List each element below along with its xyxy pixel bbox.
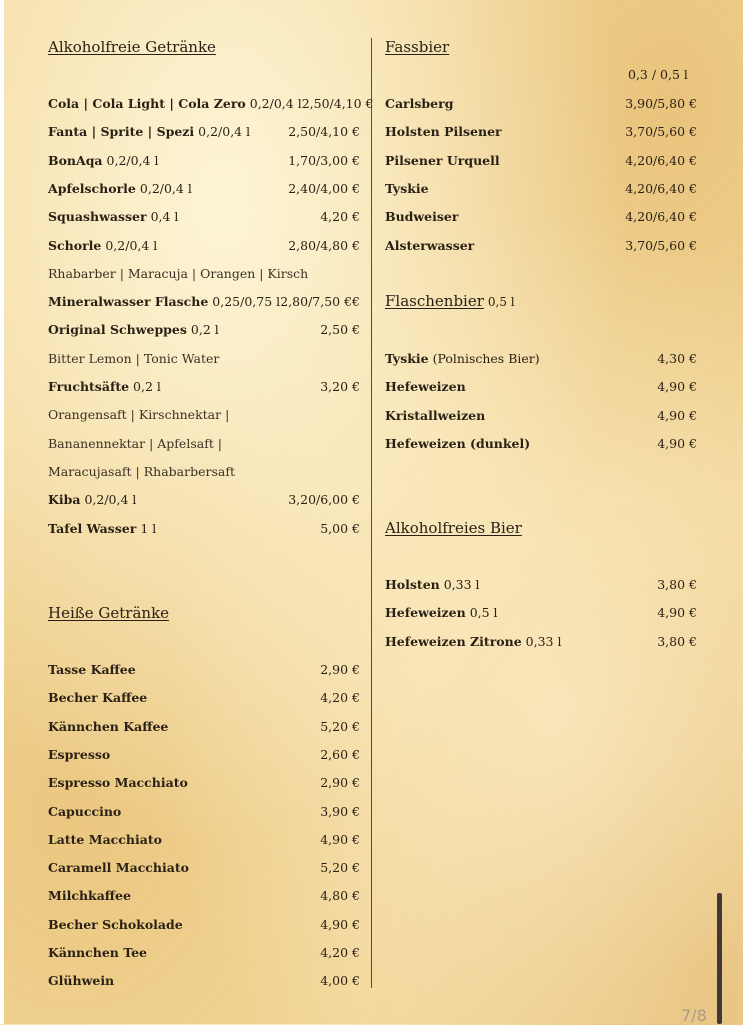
menu-item-label	[385, 351, 540, 367]
menu-item-price: 4,90 €	[320, 916, 360, 932]
menu-item-label	[48, 181, 192, 197]
menu-item	[385, 577, 697, 593]
menu-item-price: 4,20 €	[320, 945, 360, 960]
menu-item-label	[48, 719, 168, 735]
menu-item-price: 2,90 €	[320, 662, 360, 677]
menu-item-label	[385, 124, 502, 140]
menu-item-note: Bananennektar | Apfelsaft |	[48, 435, 223, 451]
menu-item-size: 1 l	[140, 520, 157, 536]
menu-item	[48, 153, 360, 169]
menu-item-price: 2,50/4,10 €	[301, 96, 374, 111]
menu-item-label	[48, 662, 136, 678]
menu-item-name: Espresso	[48, 746, 111, 762]
menu-item-name: Pilsener Urquell	[385, 152, 500, 168]
menu-item-label	[48, 322, 219, 338]
page-indicator: 7/8	[681, 1006, 707, 1025]
menu-item	[48, 888, 360, 904]
menu-item-size: 0,25/0,75 l	[212, 294, 281, 310]
menu-item-price: 3,70/5,60 €	[625, 124, 697, 140]
menu-item-name: Hefeweizen	[385, 605, 466, 621]
menu-item-price: 4,20 €	[320, 690, 360, 706]
menu-item-price: 4,20 €	[320, 209, 360, 225]
menu-item-price: 5,20 €	[320, 718, 360, 734]
menu-item-label	[48, 124, 250, 140]
menu-item	[385, 238, 697, 254]
menu-item-name: Original Schweppes	[48, 322, 187, 338]
menu-item-label	[385, 238, 474, 254]
menu-item	[48, 719, 360, 735]
menu-item	[48, 662, 360, 678]
menu-item	[385, 605, 697, 621]
menu-item-label	[48, 888, 131, 904]
menu-item-name: Alsterwasser	[385, 237, 475, 253]
menu-item-label	[48, 804, 121, 820]
menu-item	[385, 124, 697, 140]
fassbier-size-header: 0,3 / 0,5 l	[628, 67, 688, 82]
menu-item	[385, 436, 697, 452]
menu-item-name: Squashwasser	[48, 209, 147, 225]
menu-item-name: Tafel Wasser	[48, 520, 137, 536]
menu-item-name: Espresso Macchiato	[48, 775, 188, 791]
menu-item-name: Glühwein	[48, 973, 115, 989]
menu-item-name: Apfelschorle	[48, 180, 136, 196]
menu-item-label	[48, 945, 147, 961]
menu-item-name: Caramell Macchiato	[48, 860, 189, 876]
menu-item	[385, 408, 697, 424]
menu-item-price: 3,70/5,60 €	[625, 237, 697, 253]
menu-item-name: BonAqa	[48, 152, 103, 168]
menu-item-price: 4,90 €	[657, 407, 697, 423]
menu-item-label	[48, 96, 302, 112]
menu-item-name: Kristallweizen	[385, 407, 486, 423]
menu-item-label	[48, 973, 114, 989]
menu-item-price: 3,80 €	[657, 577, 697, 592]
menu-item-name: Carlsberg	[385, 96, 454, 111]
menu-item-label	[48, 209, 178, 225]
menu-item-size: 0,2/0,4 l	[105, 237, 158, 253]
menu-item	[48, 973, 360, 989]
menu-item-name: Tyskie	[385, 180, 429, 196]
menu-item-price: 2,50 €	[320, 322, 360, 338]
menu-item-price: 4,20/6,40 €	[625, 209, 697, 225]
menu-item-size: 0,2/0,4 l	[139, 180, 192, 196]
menu-item	[385, 634, 697, 650]
menu-item-price: 4,20/6,40 €	[625, 180, 697, 196]
menu-item-price: 2,80/4,80 €	[288, 237, 360, 253]
menu-item-price: 5,20 €	[320, 860, 360, 876]
menu-item	[48, 832, 360, 848]
menu-item-size: 0,2 l	[133, 379, 161, 394]
menu-item-label	[48, 492, 136, 508]
menu-item-size: 0,4 l	[150, 209, 179, 225]
menu-item	[48, 775, 360, 791]
menu-item-size: 0,2/0,4 l	[84, 492, 137, 508]
menu-item-label	[385, 181, 429, 197]
menu-item-name: Hefeweizen	[385, 379, 466, 395]
menu-item	[48, 945, 360, 961]
menu-item-label	[385, 408, 485, 424]
menu-item-name: Tyskie	[385, 351, 429, 366]
menu-item-note: Orangensaft | Kirschnektar |	[48, 407, 230, 423]
menu-item-name: Mineralwasser Flasche	[48, 294, 209, 310]
menu-item	[48, 181, 360, 197]
menu-item	[385, 181, 697, 197]
menu-item	[48, 521, 360, 537]
menu-item	[48, 860, 360, 876]
menu-item-price: 3,80 €	[657, 633, 697, 649]
menu-item-label	[385, 436, 530, 452]
menu-item-note: Rhabarber | Maracuja | Orangen | Kirsch	[48, 265, 309, 281]
menu-item-name: Schorle	[48, 237, 102, 253]
menu-item-name: Becher Schokolade	[48, 916, 183, 932]
menu-item-label	[48, 775, 188, 791]
menu-item-price: 3,90 €	[320, 803, 360, 819]
menu-item-name: Fruchtsäfte	[48, 379, 130, 394]
menu-item-name: Hefeweizen (dunkel)	[385, 435, 531, 451]
menu-item	[385, 379, 697, 395]
section-title-fassbier: Fassbier	[385, 38, 450, 56]
menu-item-name: Kännchen Tee	[48, 945, 148, 960]
menu-item-label	[385, 96, 453, 112]
section-title-heisse-getraenke: Heiße Getränke	[48, 604, 170, 622]
menu-item	[48, 294, 360, 310]
scrollbar[interactable]	[717, 893, 722, 1024]
menu-item	[48, 492, 360, 508]
menu-item-name: Milchkaffee	[48, 888, 131, 904]
menu-item-name: Latte Macchiato	[48, 831, 162, 847]
menu-item	[48, 804, 360, 820]
menu-item-price: 4,30 €	[657, 351, 697, 366]
menu-item-label	[48, 690, 147, 706]
menu-item-price: 2,40/4,00 €	[288, 180, 360, 196]
menu-item-price: 4,90 €	[320, 831, 360, 847]
menu-item-note: Bitter Lemon | Tonic Water	[48, 350, 220, 366]
menu-item-size: 0,2/0,4 l	[106, 152, 159, 168]
menu-item-name: Becher Kaffee	[48, 690, 148, 706]
menu-item-size: 0,33 l	[443, 577, 480, 592]
menu-item-price: 4,20/6,40 €	[625, 152, 697, 168]
section-title-alkoholfreie-getraenke: Alkoholfreie Getränke	[48, 38, 216, 56]
menu-item-label	[385, 605, 498, 621]
menu-item-label	[48, 379, 161, 395]
menu-item	[48, 917, 360, 933]
menu-item-price: 2,80/7,50 €€	[280, 294, 360, 310]
flaschenbier-title-text: Flaschenbier	[385, 292, 484, 310]
menu-item	[48, 379, 360, 395]
menu-item-name: Kännchen Kaffee	[48, 718, 169, 734]
menu-item-price: 1,70/3,00 €	[288, 152, 360, 168]
menu-item-price: 4,90 €	[657, 435, 697, 451]
section-title-alkoholfreies-bier: Alkoholfreies Bier	[385, 519, 522, 537]
menu-item-price: 5,00 €	[320, 520, 360, 536]
section-title-flaschenbier	[385, 292, 515, 310]
menu-item	[385, 96, 697, 112]
menu-item-label	[385, 379, 466, 395]
menu-item-price: 2,90 €	[320, 775, 360, 791]
menu-item-note: Maracujasaft | Rhabarbersaft	[48, 463, 235, 479]
menu-item	[385, 209, 697, 225]
menu-item-price: 3,90/5,80 €	[625, 96, 697, 111]
menu-item	[48, 690, 360, 706]
menu-item-price: 3,20 €	[320, 379, 360, 394]
menu-item	[385, 351, 697, 367]
column-divider	[371, 38, 372, 988]
menu-item-name: Kiba	[48, 492, 81, 508]
menu-item-label	[48, 860, 189, 876]
menu-item	[48, 322, 360, 338]
menu-item-size: 0,5 l	[469, 605, 498, 621]
menu-item	[48, 238, 360, 254]
menu-item-price: 2,60 €	[320, 746, 360, 762]
menu-item-name: Cola | Cola Light | Cola Zero	[48, 96, 246, 111]
menu-item-size: 0,2 l	[190, 322, 219, 338]
menu-item-price: 4,90 €	[657, 379, 697, 395]
menu-item-size: (Polnisches Bier)	[432, 351, 540, 366]
flaschenbier-size: 0,5 l	[487, 295, 515, 309]
menu-item-label	[48, 238, 157, 254]
menu-item-price: 4,80 €	[320, 888, 360, 904]
menu-item-label	[385, 153, 500, 169]
menu-item-name: Fanta | Sprite | Spezi	[48, 124, 195, 140]
menu-item-price: 3,20/6,00 €	[288, 492, 360, 508]
menu-item-size: 0,2/0,4 l	[198, 124, 251, 140]
menu-item-name: Tasse Kaffee	[48, 662, 136, 677]
menu-item	[48, 747, 360, 763]
menu-item-label	[385, 577, 480, 593]
menu-item-price: 4,90 €	[657, 605, 697, 621]
menu-item-size: 0,2/0,4 l	[249, 96, 302, 111]
menu-item-label	[48, 747, 110, 763]
menu-item-label	[48, 917, 183, 933]
menu-item-label	[385, 634, 561, 650]
menu-item-name: Hefeweizen Zitrone	[385, 633, 522, 649]
menu-item-label	[48, 832, 162, 848]
page-edge	[0, 0, 4, 1024]
menu-item	[48, 96, 374, 112]
menu-item-price: 2,50/4,10 €	[288, 124, 360, 140]
menu-item-label	[385, 209, 458, 225]
menu-item-name: Budweiser	[385, 209, 459, 225]
menu-item-price: 4,00 €	[320, 973, 360, 989]
menu-item-label	[48, 153, 158, 169]
menu-item-label	[48, 294, 280, 310]
menu-item-size: 0,33 l	[525, 633, 562, 649]
menu-item	[385, 153, 697, 169]
menu-item	[48, 209, 360, 225]
menu-item-name: Holsten Pilsener	[385, 124, 502, 140]
menu-item-name: Capuccino	[48, 803, 122, 819]
menu-item	[48, 124, 360, 140]
menu-item-name: Holsten	[385, 577, 440, 592]
menu-item-label	[48, 521, 156, 537]
